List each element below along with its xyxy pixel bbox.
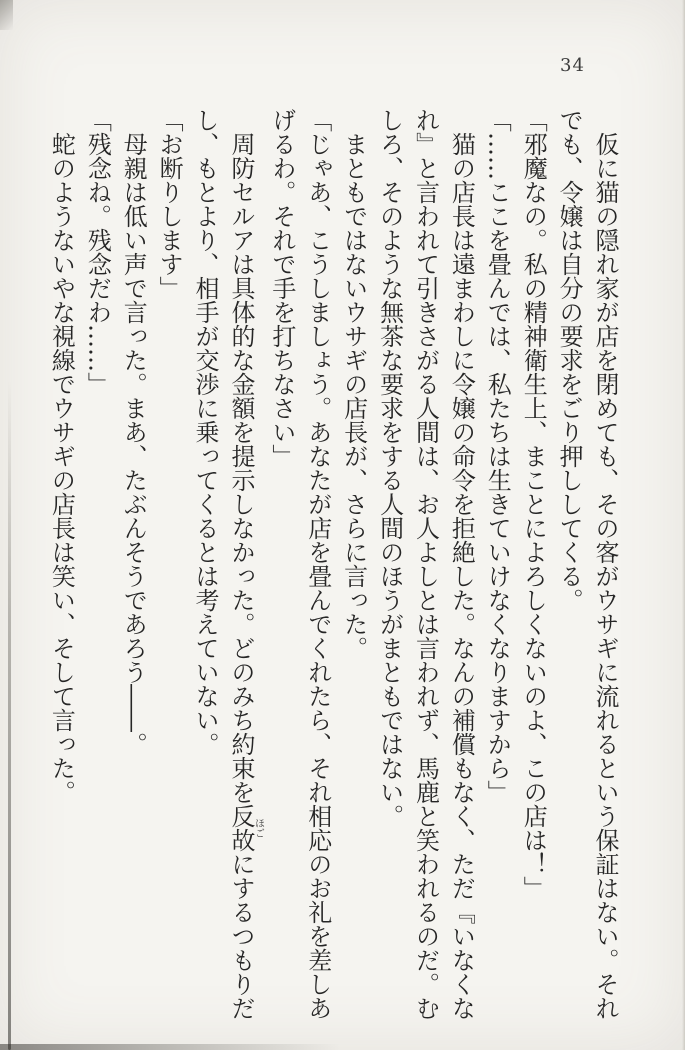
page-number: 34: [560, 55, 585, 76]
paragraph-7-post: にするつもりだし、もとより、相手が交渉に乗ってくるとは考えていない。: [191, 108, 255, 1020]
paragraph-1: 仮に猫の隠れ家が店を閉めても、その客がウサギに流れるという保証はない。それでも、令嬢は自分の要求をごり押ししてくる。: [555, 108, 619, 1020]
paragraph-6-dialogue: 「じゃあ、こうしましょう。あなたが店を畳んでくれたら、それ相応のお礼を差しあげるわ。それで手を打ちなさい」: [267, 108, 332, 1020]
ruby-base: 反故: [226, 804, 255, 852]
paragraph-10-dialogue: 「残念ね。残念だわ……」: [83, 108, 112, 396]
paragraph-2-dialogue: 「邪魔なの。私の精神衛生上、まことによろしくないのよ、この店は！」: [519, 108, 548, 900]
paragraph-3-dialogue: 「……ここを畳んでは、私たちは生きていけなくなりますから」: [483, 108, 512, 804]
paragraph-5: まともではないウサギの店長が、さらに言った。: [339, 132, 368, 660]
scan-edge-shadow-left: [8, 380, 11, 1050]
ruby-hogo: [226, 804, 264, 852]
scan-corner-topleft: [0, 0, 13, 30]
ruby-furigana: ほご: [252, 804, 264, 852]
paragraph-7: [186, 108, 263, 1023]
page-text: [43, 108, 623, 1023]
paragraph-4: 猫の店長は遠まわしに令嬢の命令を拒絶した。なんの補償もなく、ただ『いなくなれ』と言われて引きさがる人間は、お人よしとは言われず、馬鹿と笑われるのだ。むしろ、そのような無茶な要求をする人間のほうがまともではない。: [375, 108, 476, 1020]
paragraph-8-dialogue: 「お断りします」: [155, 108, 184, 300]
paragraph-11: 蛇のようないやな視線でウサギの店長は笑い、そして言った。: [47, 132, 76, 804]
paragraph-9: 母親は低い声で言った。まあ、たぶんそうであろう――。: [119, 132, 148, 756]
paragraph-7-pre: 周防セルアは具体的な金額を提示しなかった。どのみち約束を: [226, 132, 255, 804]
scan-edge-shadow-bottom: [0, 1044, 340, 1050]
